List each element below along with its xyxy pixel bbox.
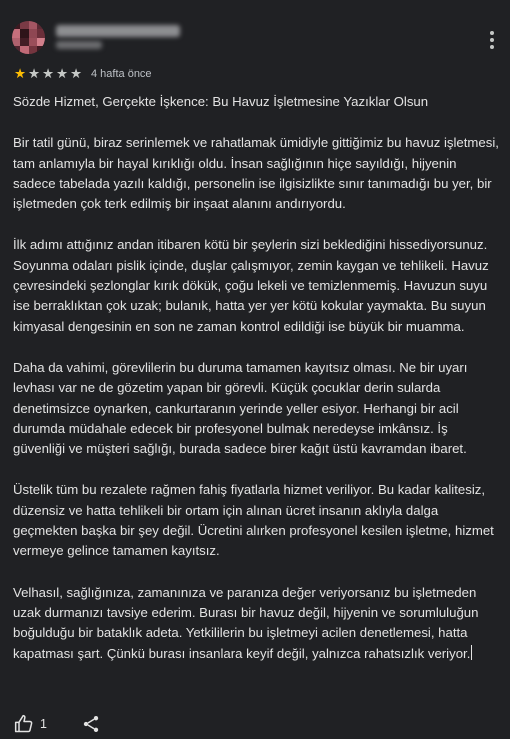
more-vertical-icon-dot [490,45,494,49]
reviewer-name-redacted[interactable] [56,25,180,37]
avatar-pixel [20,38,29,47]
star-icon-empty: ★ [27,66,41,82]
avatar-pixel [12,21,21,30]
reviewer-avatar[interactable] [12,21,45,54]
review-paragraph: İlk adımı attığınız andan itibaren kötü bir şeylerin sizi beklediğini hissediyorsunuz. Soyunma odaları pislik içinde, duşlar çalışmıyor, zemin kaygan ve tehlikeli. Havuz çevresindeki şezlonglar kırık dökük, çoğu lekeli ve temizlenmemiş. Havuzun suyu ise berraklıktan çok uzak; bulanık, hatta yer yer kötü kokular yaymakta. Bu suyun kimyasal dengesinin en son ne zaman kontrol edildiği ise büyük bir muamma. [13,237,489,334]
avatar-pixel [37,46,45,54]
avatar-pixel [12,38,21,47]
rating-row [13,66,152,82]
avatar-pixel [12,29,21,38]
reviewer-meta-redacted [56,41,102,49]
review-header [0,0,510,60]
review-paragraph: Daha da vahimi, görevlilerin bu duruma tamamen kayıtsız olması. Ne bir uyarı levhası var ne de gözetim yapan bir görevli. Küçük çocuklar derin sularda denetimsizce oynarken, cankurtaranın yerinde yeller esiyor. Herhangi bir acil durumda müdahale edecek bir profesyonel bulmak neredeyse imkânsız. İş güvenliği ve müşteri sağlığı, burada sadece birer kağıt üstü kavramdan ibaret. [13,359,468,457]
star-icon-empty: ★ [69,66,83,82]
review-paragraph: Bir tatil günü, biraz serinlemek ve rahatlamak ümidiyle gittiğimiz bu havuz işletmesi, tam anlamıyla bir hayal kırıklığı oldu. İnsan sağlığının hiçe sayıldığı, hijyenin sadece tabelada yazılı kaldığı, personelin ise ilgisizlikte sınır tanımadığı bu yer, bir işletmeden çok terk edilmiş bir inşaat alanını andırıyordu. [13,135,499,212]
review-actions [14,713,101,735]
star-icon-empty: ★ [55,66,69,82]
share-button[interactable] [81,714,101,734]
share-icon [81,714,101,734]
avatar-pixel [20,21,29,30]
review-title: Sözde Hizmet, Gerçekte İşkence: Bu Havuz İşletmesine Yazıklar Olsun [13,94,429,109]
review-paragraph: Velhasıl, sağlığınıza, zamanınıza ve paranıza değer veriyorsanız bu işletmeden uzak durmanızı tavsiye ederim. Burası bir havuz değil, hijyenin ve sorumluluğun boğulduğu bir bataklık adeta. Yetkililerin bu işletmeyi acilen denetlemesi, hatta kapatması şart. Çünkü burası insanlara keyif değil, yalnızca rahatsızlık veriyor. [13,584,479,661]
thumbs-up-outline-icon [14,714,34,734]
more-vertical-icon-dot [490,38,494,42]
avatar-pixel [20,46,29,54]
more-options-button[interactable] [482,29,502,51]
like-count: 1 [40,717,47,731]
avatar-pixel [29,38,38,47]
more-vertical-icon [490,31,494,35]
like-button[interactable] [14,714,47,734]
avatar-pixel [12,46,21,54]
avatar-pixel [20,29,29,38]
avatar-pixel [29,21,38,30]
review-paragraph: Üstelik tüm bu rezalete rağmen fahiş fiyatlarla hizmet veriliyor. Bu kadar kalitesiz, düzensiz ve hatta tehlikeli bir ortam için alınan ücret insanın aklıyla dalga geçmekten başka bir şey değil. Ücretini alırken profesyonel kesilen işletme, hizmet vermeye gelince tamamen kayıtsız. [13,482,494,559]
star-icon-empty: ★ [41,66,55,82]
star-rating [13,67,83,81]
avatar-pixel [37,29,45,38]
avatar-pixel [29,46,38,54]
avatar-pixel [37,21,45,30]
text-cursor [471,645,472,660]
star-icon-filled: ★ [13,66,27,82]
avatar-pixel [29,29,38,38]
review-text [13,92,499,664]
avatar-pixel [37,38,45,47]
review-date: 4 hafta önce [91,68,152,80]
